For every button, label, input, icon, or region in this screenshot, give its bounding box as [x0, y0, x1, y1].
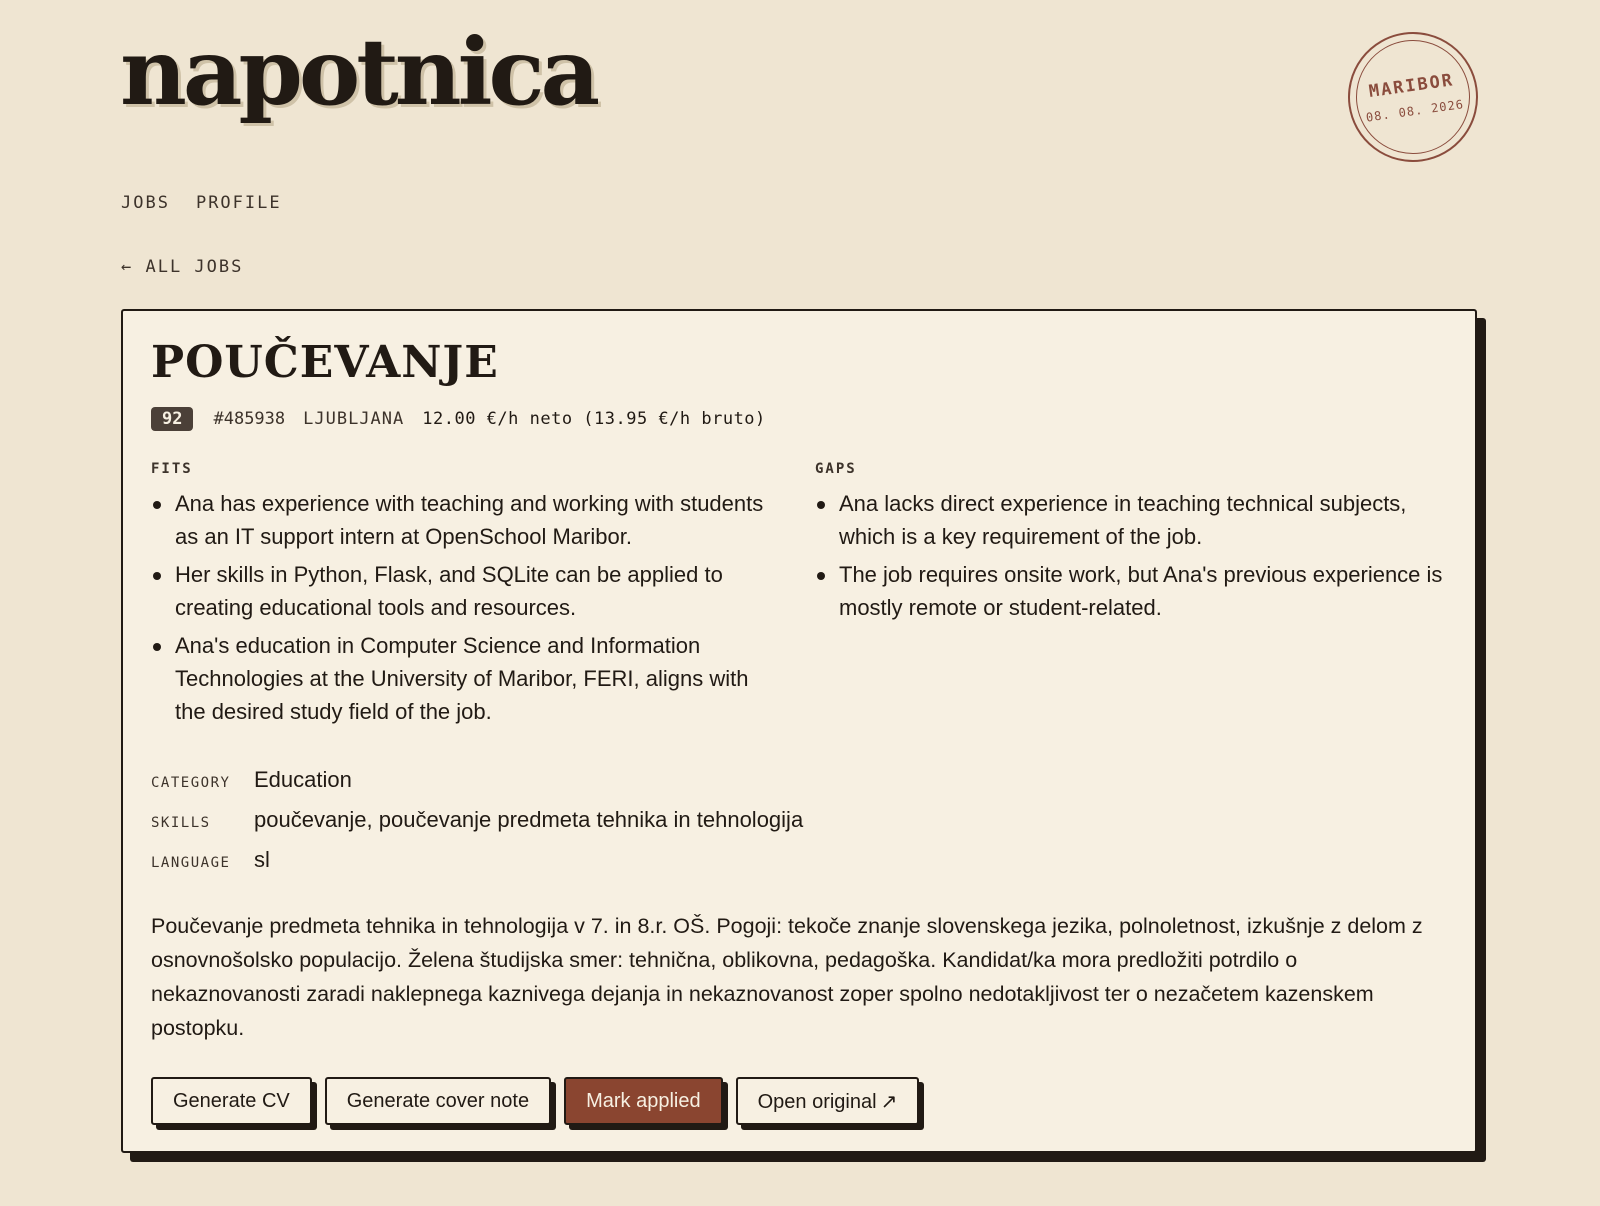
- back-to-all-jobs-link[interactable]: ← ALL JOBS: [121, 257, 244, 277]
- fits-heading: FITS: [151, 461, 193, 477]
- mark-applied-button[interactable]: Mark applied: [564, 1077, 723, 1125]
- field-value: poučevanje, poučevanje predmeta tehnika in tehnologija: [254, 807, 804, 832]
- fits-item: Ana has experience with teaching and working with students as an IT support intern at OpenSchool Maribor.: [151, 487, 783, 553]
- field-value: sl: [254, 847, 270, 872]
- fits-item: Ana's education in Computer Science and Information Technologies at the University of Maribor, FERI, aligns with the desired study field of the job.: [151, 629, 783, 728]
- open-original-button[interactable]: [736, 1077, 920, 1125]
- match-score-badge: 92: [151, 407, 193, 431]
- gaps-item: Ana lacks direct experience in teaching technical subjects, which is a key requirement of the job.: [815, 487, 1447, 553]
- gaps-heading: GAPS: [815, 461, 857, 477]
- gaps-item: The job requires onsite work, but Ana's previous experience is mostly remote or student-related.: [815, 558, 1447, 624]
- field-label: LANGUAGE: [151, 855, 231, 871]
- job-detail-card: [121, 309, 1477, 1153]
- stamp-city: MARIBOR: [1367, 70, 1456, 102]
- location-stamp: [1340, 24, 1487, 171]
- field-category: [151, 767, 1447, 807]
- field-label: CATEGORY: [151, 775, 231, 791]
- stamp-date: 08. 08. 2026: [1365, 97, 1465, 125]
- job-description: Poučevanje predmeta tehnika in tehnologija v 7. in 8.r. OŠ. Pogoji: tekoče znanje slovenskega jezika, polnoletnost, izkušnje z delom z osnovnošolsko populacijo. Želena študijska smer: tehnična, oblikovna, pedagoška. Kandidat/ka mora predložiti potrdilo o nekaznovanosti zaradi naklepnega kaznivega dejanja in nekaznovanost zoper spolno nedotakljivost ter o nezačetem kazenskem postopku.: [151, 914, 1423, 1040]
- job-meta: [151, 407, 1447, 431]
- fit-analysis: [151, 461, 1447, 733]
- action-bar: [151, 1077, 1447, 1125]
- field-label: SKILLS: [151, 815, 211, 831]
- nav-item-jobs[interactable]: JOBS: [121, 193, 170, 213]
- fits-column: [151, 461, 783, 733]
- generate-cover-note-button[interactable]: Generate cover note: [325, 1077, 551, 1125]
- external-link-icon: ↗: [880, 1090, 898, 1113]
- main-nav: [121, 193, 282, 213]
- brand-logo[interactable]: napotnica: [120, 18, 597, 126]
- field-language: [151, 847, 1447, 887]
- nav-item-profile[interactable]: PROFILE: [195, 193, 282, 213]
- job-city: LJUBLJANA: [303, 409, 405, 429]
- fits-list: [151, 487, 783, 728]
- job-title: POUČEVANJE: [151, 337, 499, 388]
- job-pay: 12.00 €/h neto (13.95 €/h bruto): [422, 409, 766, 429]
- field-value: Education: [254, 767, 352, 792]
- gaps-list: [815, 487, 1447, 624]
- job-fields: [151, 767, 1447, 887]
- open-original-label: Open original: [757, 1090, 877, 1113]
- fits-item: Her skills in Python, Flask, and SQLite can be applied to creating educational tools and resources.: [151, 558, 783, 624]
- generate-cv-button[interactable]: Generate CV: [151, 1077, 312, 1125]
- gaps-column: [815, 461, 1447, 733]
- field-skills: [151, 807, 1447, 847]
- job-id: #485938: [213, 409, 286, 429]
